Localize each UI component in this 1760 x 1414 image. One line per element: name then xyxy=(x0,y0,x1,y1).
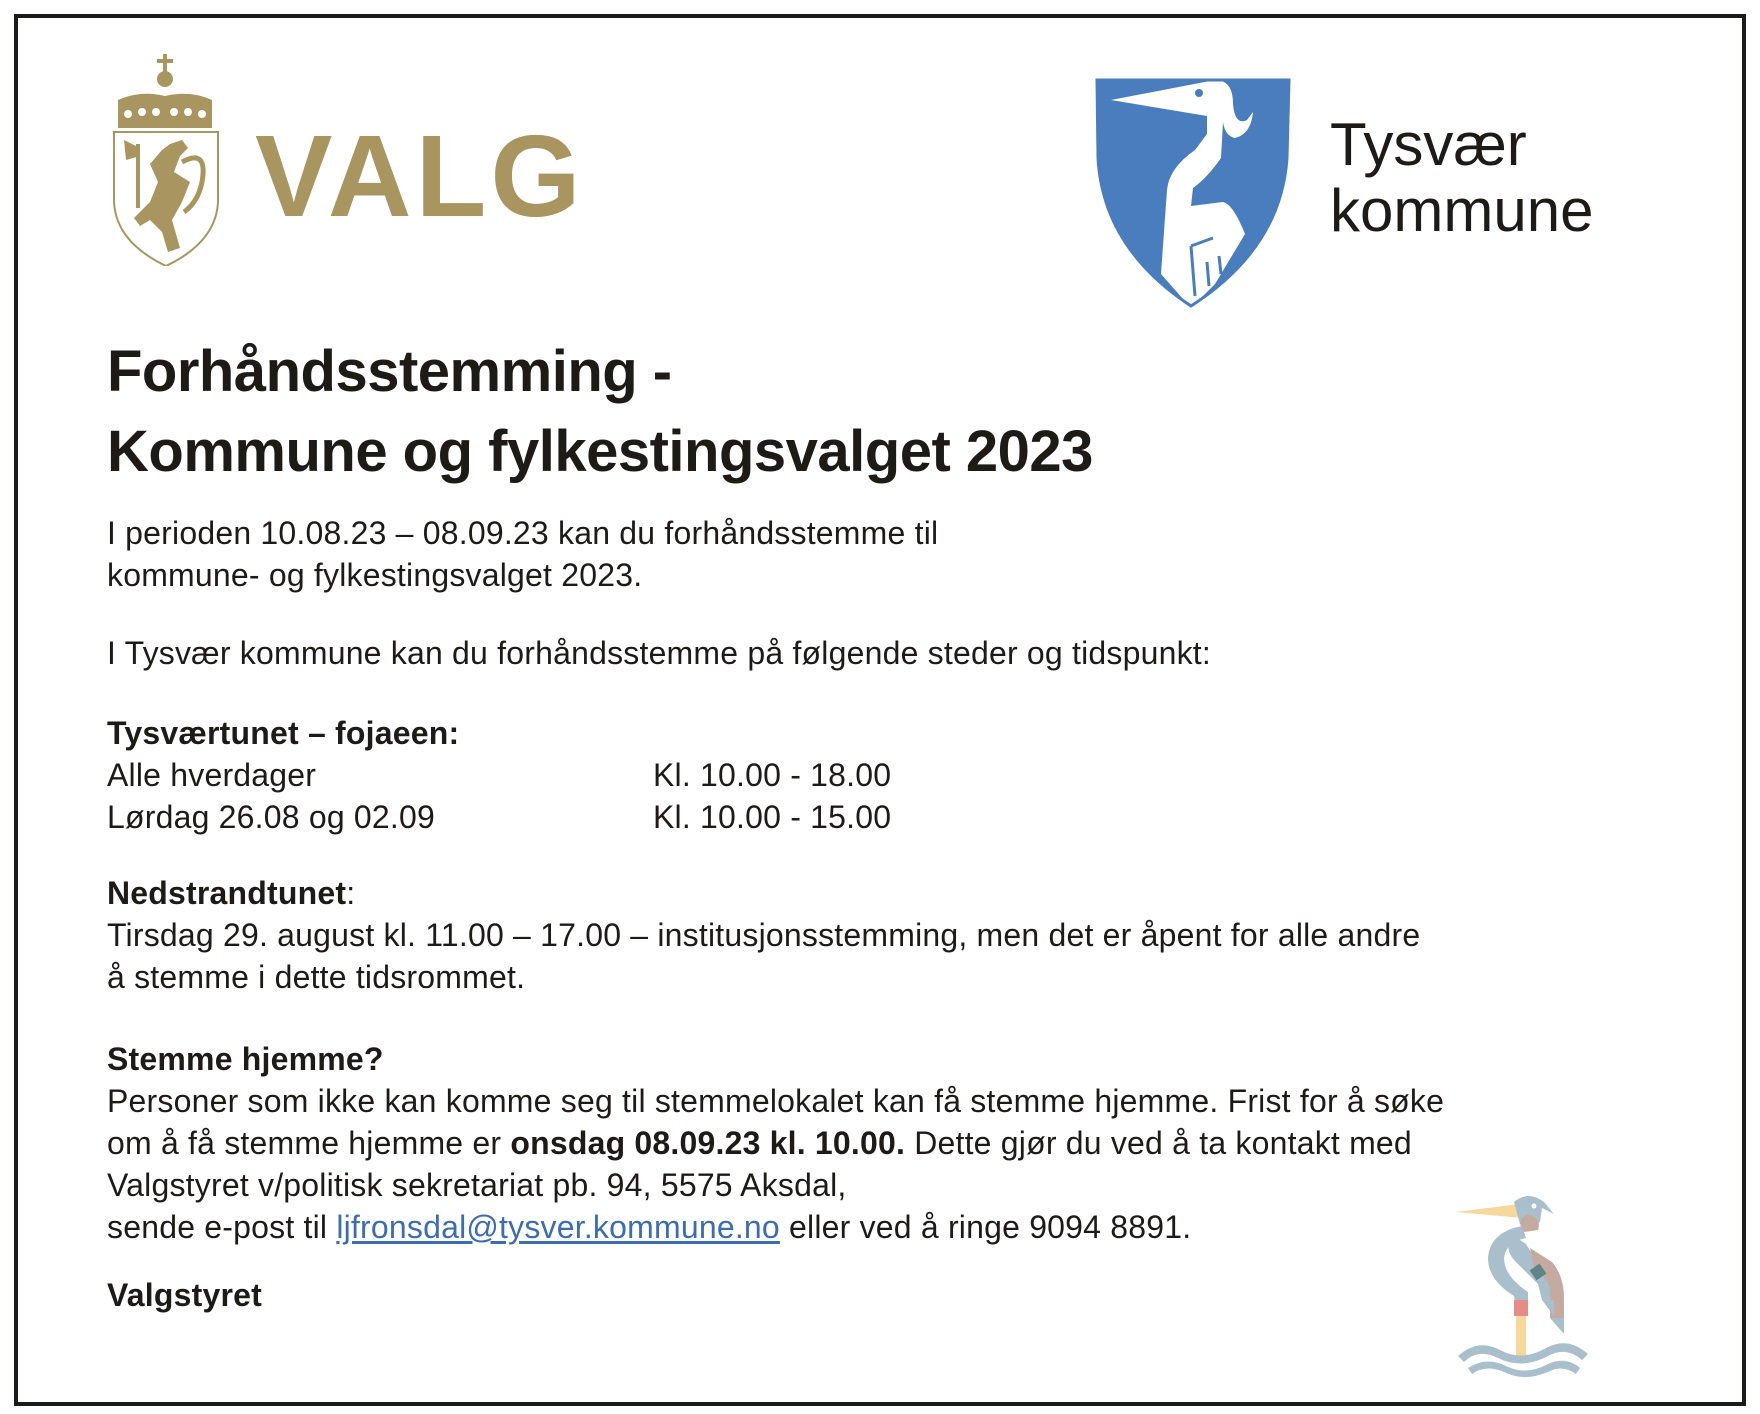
email-prefix: sende e-post til xyxy=(107,1209,337,1245)
heading-colon: : xyxy=(346,875,356,911)
home-voting-line-3: Valgstyret v/politisk sekretariat pb. 94, 5575 Aksdal, xyxy=(107,1167,847,1203)
home-voting-line-1: Personer som ikke kan komme seg til stemmelokalet kan få stemme hjemme. Frist for å søke xyxy=(107,1083,1445,1119)
title-line-2: Kommune og fylkestingsvalget 2023 xyxy=(107,419,1093,484)
deadline: onsdag 08.09.23 kl. 10.00. xyxy=(510,1125,906,1161)
tysvaer-kommune-wordmark xyxy=(1330,112,1593,244)
deadline-prefix: om å få stemme hjemme er xyxy=(107,1125,511,1161)
nedstrandtunet-line-2: å stemme i dette tidsrommet. xyxy=(107,959,526,995)
valg-wordmark: VALG xyxy=(255,111,585,241)
nedstrandtunet-line-1: Tirsdag 29. august kl. 11.00 – 17.00 – institusjonsstemming, men det er åpent for alle andre xyxy=(107,917,1421,953)
home-voting-line-2 xyxy=(107,1122,1444,1164)
page-title xyxy=(107,332,1093,492)
intro-line-2: kommune- og fylkestingsvalget 2023. xyxy=(107,557,643,593)
title-line-1: Forhåndsstemming - xyxy=(107,339,672,404)
nedstrandtunet-heading: Nedstrandtunet xyxy=(107,875,347,911)
schedule-row xyxy=(107,796,891,838)
tysvaer-wordmark-line1: Tysvær xyxy=(1330,111,1527,178)
intro-paragraph xyxy=(107,512,938,596)
tysvaertunet-section xyxy=(107,712,891,838)
heron-shield-icon xyxy=(1095,78,1291,310)
heron-illustration-icon xyxy=(1450,1188,1600,1378)
tysvaertunet-heading: Tysværtunet – fojaeen: xyxy=(107,715,460,751)
nedstrandtunet-section xyxy=(107,872,1420,998)
home-voting-heading: Stemme hjemme? xyxy=(107,1041,384,1077)
schedule-day: Alle hverdager xyxy=(107,757,317,793)
deadline-suffix: Dette gjør du ved å ta kontakt med xyxy=(905,1125,1412,1161)
schedule-day: Lørdag 26.08 og 02.09 xyxy=(107,799,436,835)
email-link[interactable]: ljfronsdal@tysver.kommune.no xyxy=(336,1209,780,1245)
home-voting-line-4 xyxy=(107,1206,1444,1248)
intro-line-1: I perioden 10.08.23 – 08.09.23 kan du forhåndsstemme til xyxy=(107,515,939,551)
signature: Valgstyret xyxy=(107,1277,262,1313)
phone-text: eller ved å ringe 9094 8891. xyxy=(779,1209,1192,1245)
tysvaer-wordmark-line2: kommune xyxy=(1330,177,1594,244)
schedule-row xyxy=(107,754,891,796)
intro-locations: I Tysvær kommune kan du forhåndsstemme på følgende steder og tidspunkt: xyxy=(107,635,1211,671)
home-voting-section xyxy=(107,1038,1444,1248)
schedule-time: Kl. 10.00 - 15.00 xyxy=(653,799,892,835)
schedule-time: Kl. 10.00 - 18.00 xyxy=(653,757,892,793)
